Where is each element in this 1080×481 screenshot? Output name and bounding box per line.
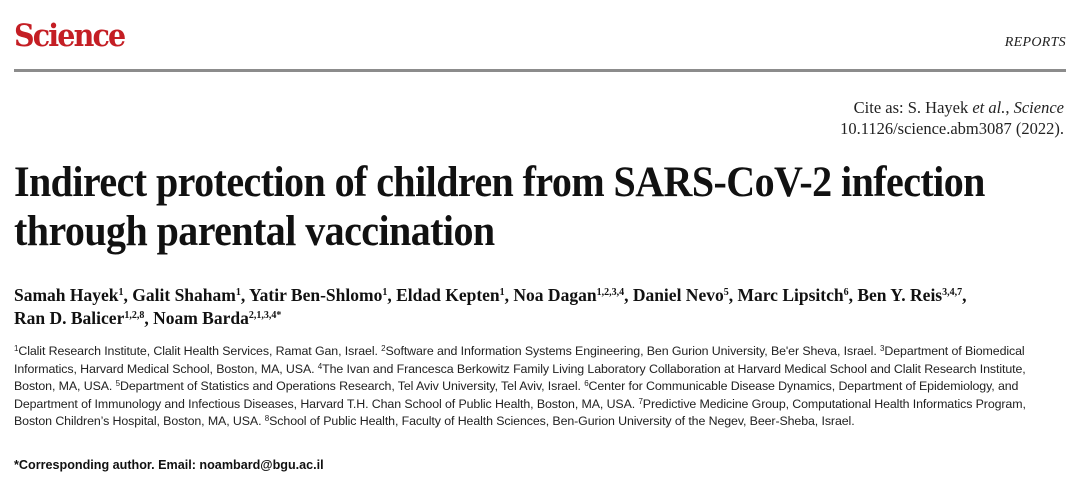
author-name-text: Ben Y. Reis — [857, 285, 943, 305]
author-affiliation-marker: 1 — [382, 287, 388, 298]
title-line: Indirect protection of children from SARS-CoV-2 infection — [14, 159, 985, 206]
affiliation-number: 8 — [264, 414, 270, 424]
affiliation-text: School of Public Health, Faculty of Health Sciences, Ben-Gurion University of the Negev, Beer-Sheba, Israel. — [269, 414, 855, 429]
author-name — [14, 308, 144, 328]
author-name — [14, 285, 124, 305]
author-name-text: Yatir Ben-Shlomo — [248, 285, 383, 305]
author-name-text: Eldad Kepten — [396, 285, 500, 305]
author-name-text: Marc Lipsitch — [737, 285, 844, 305]
citation-prefix: Cite as: S. Hayek — [853, 98, 973, 117]
author-name — [249, 285, 387, 305]
author-affiliation-marker: 2,1,3,4* — [248, 310, 282, 321]
affiliation-number: 1 — [14, 344, 19, 353]
author-affiliation-marker: 1 — [118, 287, 124, 298]
section-label: REPORTS — [1004, 35, 1066, 50]
author-name-text: Galit Shaham — [132, 285, 236, 305]
affiliation-text: Department of Statistics and Operations Research, Tel Aviv University, Tel Aviv, Israel. — [119, 379, 585, 394]
affiliation-number: 6 — [584, 379, 589, 389]
affiliation-text: Clalit Research Institute, Clalit Health Services, Ramat Gan, Israel. — [18, 344, 382, 358]
author-name — [513, 285, 624, 305]
author-affiliation-marker: 6 — [843, 287, 849, 298]
citation-et-al: et al. — [972, 98, 1006, 117]
header-divider — [14, 69, 1066, 72]
affiliation-text: Center for Communicable Disease Dynamics, Department of Epidemiology, and Department of Immunology and Infectious Diseases, Harvard T.H. Chan School of Public Health, Boston, MA, USA. — [14, 379, 1019, 411]
affiliation-text: The Ivan and Francesca Berkowitz Family Living Laboratory Collaboration at Harvard Medical School and Clalit Research Institute, Boston, MA, USA. — [14, 361, 1026, 394]
author-name-text: Ran D. Balicer — [14, 308, 125, 328]
author-name-text: Daniel Nevo — [632, 285, 724, 305]
citation-journal: Science — [1013, 98, 1064, 117]
author-affiliation-marker: 5 — [723, 287, 729, 298]
journal-logo[interactable]: Science — [14, 18, 125, 54]
affiliations — [14, 343, 1066, 431]
affiliation-number: 4 — [317, 361, 323, 371]
author-name — [857, 285, 962, 305]
title-line: through parental vaccination — [14, 208, 495, 255]
author-name — [132, 285, 241, 305]
article-title — [14, 158, 991, 256]
author-name — [153, 308, 281, 328]
author-affiliation-marker: 1 — [235, 287, 241, 298]
citation-doi[interactable]: 10.1126/science.abm3087 (2022). — [840, 119, 1064, 138]
author-name — [396, 285, 505, 305]
masthead — [14, 14, 1066, 58]
author-affiliation-marker: 1,2,8 — [124, 310, 145, 321]
affiliation-text: Software and Information Systems Engineering, Ben Gurion University, Be'er Sheva, Israel. — [385, 344, 881, 358]
affiliation-number: 3 — [880, 344, 885, 353]
author-name-text: Noam Barda — [153, 308, 249, 328]
affiliation-number: 7 — [638, 396, 643, 406]
author-affiliation-marker: 1,2,3,4 — [596, 287, 625, 298]
author-list: Samah Hayek$^1$, Galit Shaham$^1$, Yatir Ben-Shlomo$^1$, Eldad Kepten$^1$, Noa Dagan$^{1,2,3,4}$, Daniel Nevo$^5$, Marc Lipsitch$^6$, Ben Y. Reis$^{3,4,7}$, Ran D. Balicer$^{1,2,8}$, Noam Barda$^{2,1,3,4*}$ — [14, 285, 967, 328]
author-name — [633, 285, 729, 305]
author-name — [737, 285, 848, 305]
author-name-text: Noa Dagan — [513, 285, 597, 305]
author-affiliation-marker: 1 — [499, 287, 505, 298]
affiliation-number: 2 — [381, 344, 386, 353]
affiliation-text: Department of Biomedical Informatics, Harvard Medical School, Boston, MA, USA. — [14, 344, 1025, 376]
affiliation-text: Predictive Medicine Group, Computational Health Informatics Program, Boston Children’s Hospital, Boston, MA, USA. — [14, 396, 1026, 429]
citation-line — [840, 97, 1064, 118]
affiliation-number: 5 — [115, 379, 120, 389]
citation-comma: , — [1005, 98, 1014, 117]
citation-block — [840, 97, 1064, 139]
corresponding-author: *Corresponding author. Email: noambard@bgu.ac.il — [14, 458, 324, 472]
author-affiliation-marker: 3,4,7 — [942, 287, 963, 298]
author-name-text: Samah Hayek — [14, 285, 119, 305]
